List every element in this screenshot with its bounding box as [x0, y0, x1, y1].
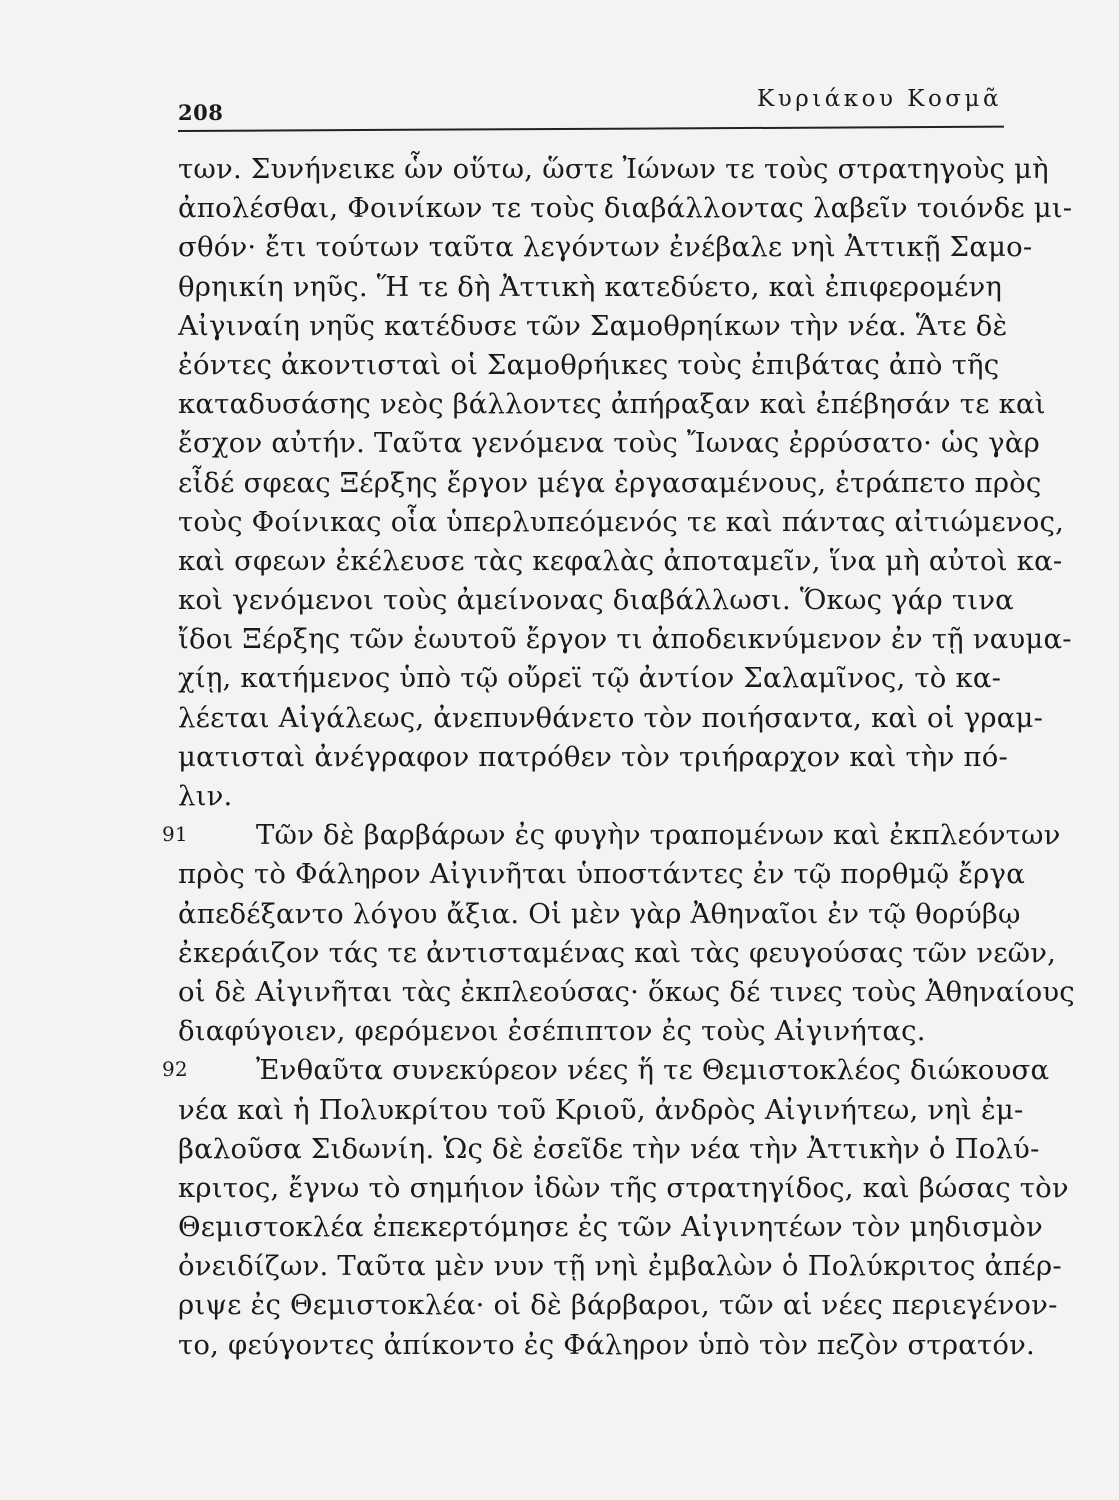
text-line: νέα καὶ ἡ Πολυκρίτου τοῦ Κριοῦ, ἀνδρὸς Αἰγινήτεω, νηὶ ἐμ- — [178, 1093, 1024, 1126]
text-line: ὀνειδίζων. Ταῦτα μὲν νυν τῇ νηὶ ἐμβαλὼν ὁ Πολύκριτος ἀπέρ- — [178, 1250, 1062, 1283]
text-line: ἴδοι Ξέρξης τῶν ἑωυτοῦ ἔργον τι ἀποδεικνύμενον ἐν τῇ ναυμα- — [178, 623, 1072, 656]
text-line: οἱ δὲ Αἰγινῆται τὰς ἐκπλεούσας· ὅκως δέ τινες τοὺς Ἀθηναίους — [178, 975, 1075, 1008]
text-line: ματισταὶ ἀνέγραφον πατρόθεν τὸν τριήραρχον καὶ τὴν πό- — [178, 740, 1008, 773]
running-title: Κυριάκου Κοσμᾶ — [757, 86, 1002, 112]
text-line: ἔσχον αὐτήν. Ταῦτα γενόμενα τοὺς Ἴωνας ἐρρύσατο· ὡς γὰρ — [178, 427, 1040, 460]
text-line: βαλοῦσα Σιδωνίη. Ὡς δὲ ἐσεῖδε τὴν νέα τὴν Ἀττικὴν ὁ Πολύ- — [178, 1132, 1040, 1165]
text-line: ἐκεράιζον τάς τε ἀντισταμένας καὶ τὰς φευγούσας τῶν νεῶν, — [178, 936, 1057, 969]
text-line: διαφύγοιεν, φερόμενοι ἐσέπιπτον ἐς τοὺς Αἰγινήτας. — [178, 1015, 926, 1048]
text-line: ἀπολέσθαι, Φοινίκων τε τοὺς διαβάλλοντας λαβεῖν τοιόνδε μι- — [178, 192, 1073, 225]
body-text — [162, 150, 1075, 1365]
text-line: Τῶν δὲ βαρβάρων ἐς φυγὴν τραπομένων καὶ ἐκπλεόντων — [256, 819, 1061, 852]
text-line: πρὸς τὸ Φάληρον Αἰγινῆται ὑποστάντες ἐν τῷ πορθμῷ ἔργα — [178, 858, 1025, 891]
text-line: Αἰγιναίη νηῦς κατέδυσε τῶν Σαμοθρηίκων τὴν νέα. Ἅτε δὲ — [178, 309, 1008, 342]
header-rule — [178, 126, 1004, 132]
text-line: ριψε ἐς Θεμιστοκλέα· οἱ δὲ βάρβαροι, τῶν αἱ νέες περιεγένον- — [178, 1289, 1058, 1322]
text-line: σθόν· ἔτι τούτων ταῦτα λεγόντων ἐνέβαλε νηὶ Ἀττικῇ Σαμο- — [178, 231, 1033, 264]
text-line: κριτος, ἔγνω τὸ σημήιον ἰδὼν τῆς στρατηγίδος, καὶ βώσας τὸν — [178, 1171, 1069, 1204]
text-line: καταδυσάσης νεὸς βάλλοντες ἀπήραξαν καὶ ἐπέβησάν τε καὶ — [178, 388, 1046, 421]
text-line: των. Συνήνεικε ὧν οὕτω, ὥστε Ἰώνων τε τοὺς στρατηγοὺς μὴ — [178, 153, 1049, 185]
text-line: Θεμιστοκλέα ἐπεκερτόμησε ἐς τῶν Αἰγινητέων τὸν μηδισμὸν — [178, 1211, 1043, 1244]
page-header — [178, 86, 1004, 132]
section-92-first-line — [162, 1051, 1050, 1090]
text-line: εἶδέ σφεας Ξέρξης ἔργον μέγα ἐργασαμένους, ἐτράπετο πρὸς — [178, 466, 1042, 499]
section-91-first-line — [162, 816, 1061, 855]
text-line: θρηικίη νηῦς. Ἥ τε δὴ Ἀττικὴ κατεδύετο, καὶ ἐπιφερομένη — [178, 270, 1003, 303]
text-line: χίῃ, κατήμενος ὑπὸ τῷ οὔρεϊ τῷ ἀντίον Σαλαμῖνος, τὸ κα- — [178, 662, 1002, 695]
page-number: 208 — [178, 100, 224, 125]
text-line: κοὶ γενόμενοι τοὺς ἀμείνονας διαβάλλωσι. Ὅκως γάρ τινα — [178, 584, 1014, 617]
text-line: ἀπεδέξαντο λόγου ἄξια. Οἱ μὲν γὰρ Ἀθηναῖοι ἐν τῷ θορύβῳ — [178, 897, 1021, 930]
text-line: λιν. — [178, 780, 233, 812]
text-line: καὶ σφεων ἐκέλευσε τὰς κεφαλὰς ἀποταμεῖν, ἵνα μὴ αὐτοὶ κα- — [178, 544, 1063, 577]
text-line: το, φεύγοντες ἀπίκοντο ἐς Φάληρον ὑπὸ τὸν πεζὸν στρατόν. — [178, 1328, 1035, 1361]
text-line: τοὺς Φοίνικας οἷα ὑπερλυπεόμενός τε καὶ πάντας αἰτιώμενος, — [178, 505, 1065, 538]
text-line: ἐόντες ἀκοντισταὶ οἱ Σαμοθρήικες τοὺς ἐπιβάτας ἀπὸ τῆς — [178, 348, 1000, 381]
text-line: Ἐνθαῦτα συνεκύρεον νέες ἥ τε Θεμιστοκλέος διώκουσα — [256, 1054, 1050, 1087]
section-number-91: 91 — [162, 822, 188, 847]
text-line: λέεται Αἰγάλεως, ἀνεπυνθάνετο τὸν ποιήσαντα, καὶ οἱ γραμ- — [178, 701, 1044, 734]
section-number-92: 92 — [162, 1057, 188, 1082]
